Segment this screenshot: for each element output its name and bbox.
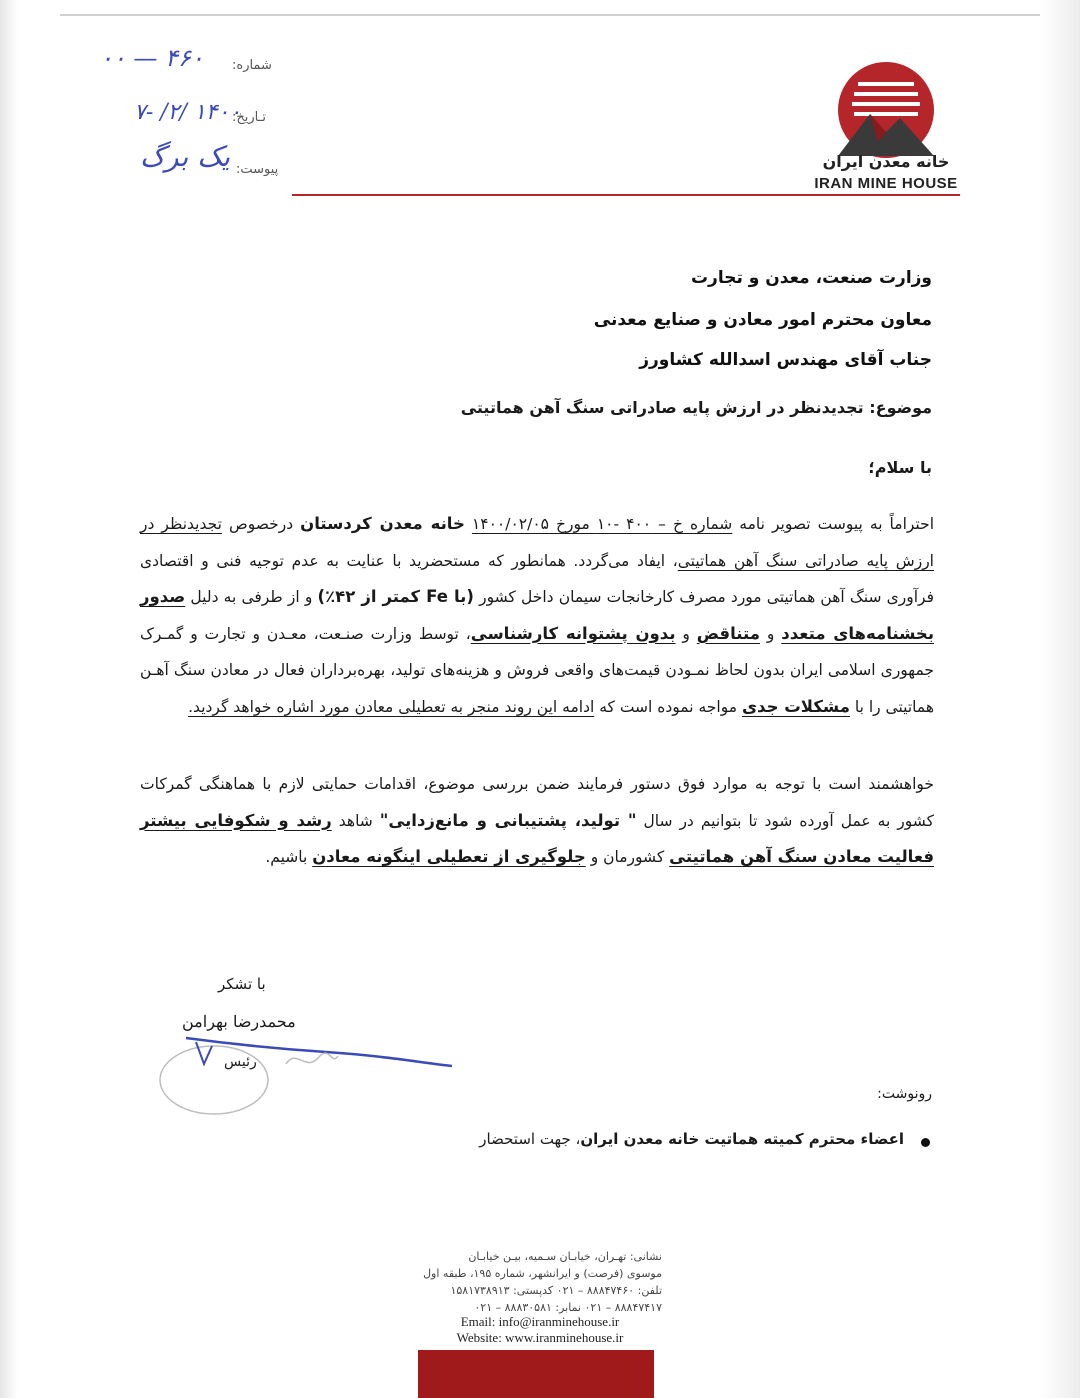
footer-address-2: موسوی (فرصت) و ایرانشهر، شماره ۱۹۵، طبقه اول [423, 1267, 662, 1280]
body-paragraph-2 [140, 766, 934, 876]
p1-text: ، ایفاد می‌گردد. همانطور که مستحضرید با عنایت به عدم توجیه فنی و اقتصادی فرآوری سنگ آهن هماتیتی مورد مصرف کارخانجات سیمان داخل کشور [140, 551, 935, 606]
prevent-closure-phrase: جلوگیری از تعطیلی اینگونه معادن [312, 847, 586, 866]
p1-text: احتراماً به پیوست تصویر نامه [732, 515, 934, 533]
issue-no-expert-basis: بدون پشتوانه کارشناسی [470, 623, 676, 643]
scan-top-edge [60, 14, 1040, 16]
issue-serious-problems: مشکلات جدی [741, 696, 850, 716]
bullet-icon [921, 1138, 930, 1147]
cc-label: رونوشت: [877, 1086, 932, 1102]
scan-edge-left [0, 0, 18, 1398]
number-value: ۴۶۰ — ۰۰ [100, 44, 204, 72]
closing-thanks: با تشکر [218, 975, 266, 993]
p2-text: خواهشمند است با توجه به موارد فوق دستور فرمایند ضمن بررسی موضوع، اقدامات حمایتی لازم با هماهنگی گمرکات کشور به عمل آورده شود تا بتوانیم در سال [140, 775, 934, 830]
footer-email: Email: info@iranminehouse.ir [460, 1314, 620, 1329]
fe-condition: (با Fe کمتر از ۴۲٪) [317, 587, 474, 606]
footer-phone-1: تلفن: ۸۸۸۴۷۴۶۰ – ۰۲۱ کدپستی: ۱۵۸۱۷۳۸۹۱۳ [450, 1284, 662, 1297]
number-label: شماره: [232, 58, 272, 73]
addressee-deputy: معاون محترم امور معادن و صنایع معدنی [593, 310, 932, 330]
p1-text: مواجه نموده است که [594, 697, 742, 716]
p1-text: درخصوص [221, 515, 301, 533]
growth-phrase: رشد و شکوفایی بیشتر فعالیت معادن سنگ آهن هماتیتی [140, 810, 934, 866]
p1-text [465, 515, 472, 533]
p2-text: کشورمان و [585, 848, 670, 866]
letter-reference: شماره خ – ۴۰۰ -۱۰ مورخ ۱۴۰۰/۰۲/۰۵ [471, 515, 733, 533]
footer-address-1: نشانی: تهـران، خیابـان سـمیه، بیـن خیابـان [468, 1250, 662, 1263]
handwritten-signature-and-stamp [156, 1028, 476, 1118]
signer-title: رئیس [224, 1054, 257, 1070]
footer-phone-2: ۸۸۸۴۷۴۱۷ – ۰۲۱ نمابر: ۸۸۸۳۰۵۸۱ – ۰۲۱ [474, 1301, 662, 1314]
issue-contradictory: متناقض [696, 623, 760, 643]
attachment-value: یک برگ [140, 140, 231, 173]
header-rule [292, 194, 960, 196]
p1-text: و [760, 624, 782, 643]
footer-website: Website: www.iranminehouse.ir [456, 1330, 624, 1345]
p1-text: ، توسط وزارت صنـعت، معـدن و تجارت و گمـرک جمهوری اسلامی ایران بدون لحاظ نمـودن قیمت‌های واقعی فروش و هزینه‌های تولید، بهره‌برداران فعال در معادن سنگ آهـن هماتیتی را با [140, 624, 934, 716]
body-paragraph-1 [140, 506, 934, 725]
scan-edge-right [1040, 0, 1080, 1398]
cc-recipient-purpose: ، جهت استحضار [479, 1130, 581, 1148]
date-value: ۱۴۰۰ /۲/ -۷ [134, 100, 242, 125]
org-name-en: IRAN MINE HOUSE [814, 175, 958, 192]
cc-recipient-name: اعضاء محترم کمیته هماتیت خانه معدن ایران [580, 1130, 904, 1148]
subject-line: موضوع: تجدیدنظر در ارزش پایه صادراتی سنگ آهن هماتیتی [460, 398, 932, 417]
footer-address-block [412, 1248, 662, 1316]
addressee-ministry: وزارت صنعت، معدن و تجارت [690, 268, 932, 288]
closure-warning: ادامه این روند منجر به تعطیلی معادن مورد اشاره خواهد گردید. [188, 697, 595, 716]
footer-red-bar [418, 1350, 654, 1398]
p2-text: شاهد [331, 811, 380, 830]
topic-underlined: تجدیدنظر در ارزش پایه صادراتی سنگ آهن هماتیتی [140, 515, 934, 570]
kurdistan-mine-house: خانه معدن کردستان [300, 514, 465, 533]
issue-multiple-circulars: صدور بخشنامه‌های متعدد [140, 587, 935, 643]
addressee-person: جناب آقای مهندس اسدالله کشاورز [639, 350, 932, 370]
iran-mine-house-logo [808, 52, 964, 194]
signer-name: محمدرضا بهرامن [182, 1012, 296, 1031]
org-name-fa: خانه معدن ایران [822, 152, 950, 171]
p1-text: و [675, 624, 697, 643]
date-label: تـاریخ: [232, 110, 267, 125]
greeting: با سلام؛ [868, 458, 932, 477]
p1-text: و از طرفی به دلیل [185, 588, 318, 606]
attachment-label: پیوست: [236, 162, 279, 177]
p2-text: باشیم. [265, 848, 313, 866]
cc-recipient [479, 1130, 904, 1148]
year-slogan: " تولید، پشتیبانی و مانع‌زدایی" [379, 810, 637, 830]
